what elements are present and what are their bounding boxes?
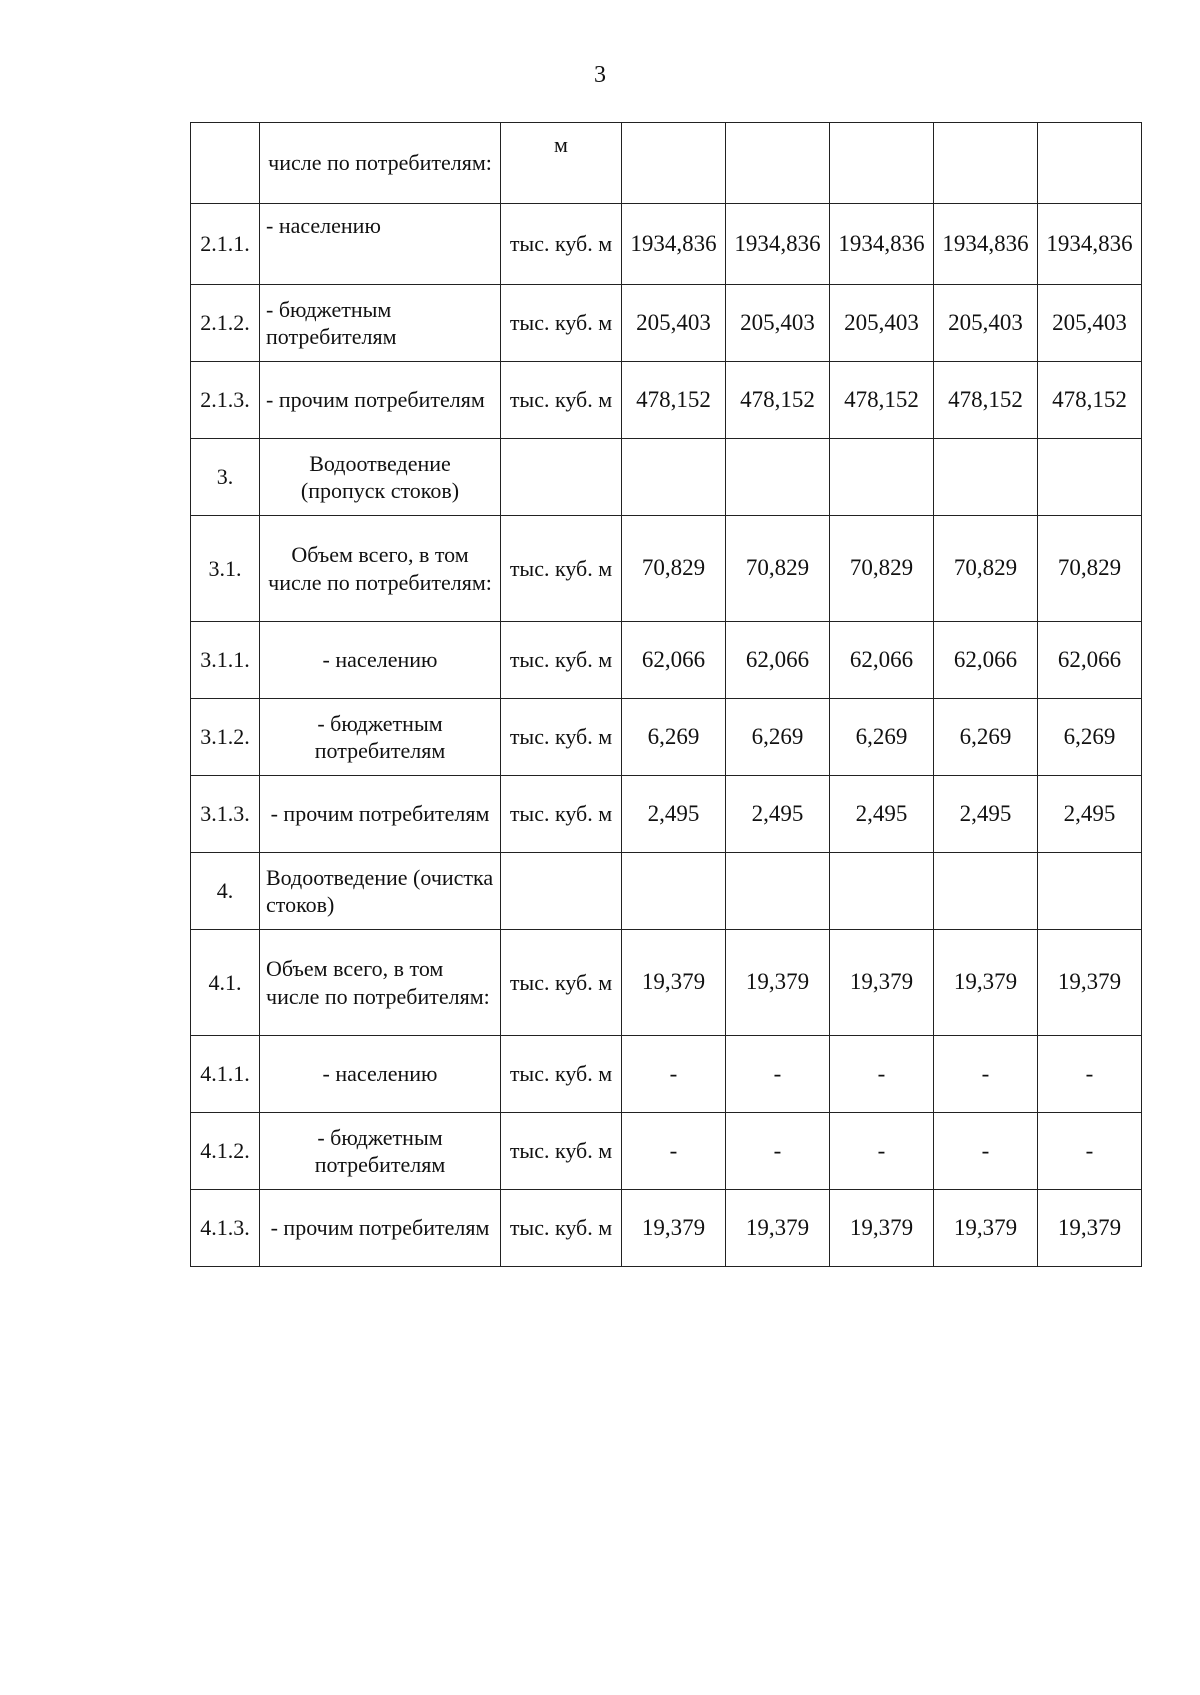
value-cell: 1934,836 <box>622 204 726 285</box>
table-row <box>191 204 1142 285</box>
row-number-cell <box>191 123 260 204</box>
table-row <box>191 1113 1142 1190</box>
value-cell: 478,152 <box>830 362 934 439</box>
value-cell: 19,379 <box>934 1190 1038 1267</box>
value-cell: 2,495 <box>622 776 726 853</box>
unit-cell: тыс. куб. м <box>501 930 622 1036</box>
row-number-cell: 3. <box>191 439 260 516</box>
value-cell <box>830 853 934 930</box>
row-number-cell: 2.1.1. <box>191 204 260 285</box>
row-number-cell: 3.1.2. <box>191 699 260 776</box>
indicator-name-cell: - населению <box>260 622 501 699</box>
value-cell <box>1038 123 1142 204</box>
row-number-cell: 3.1.1. <box>191 622 260 699</box>
table-row <box>191 930 1142 1036</box>
unit-cell: тыс. куб. м <box>501 776 622 853</box>
value-cell: 205,403 <box>622 285 726 362</box>
value-cell: 6,269 <box>622 699 726 776</box>
row-number-cell: 4.1.1. <box>191 1036 260 1113</box>
value-cell: 70,829 <box>934 516 1038 622</box>
row-number-cell: 2.1.3. <box>191 362 260 439</box>
unit-cell: тыс. куб. м <box>501 1190 622 1267</box>
value-cell: 6,269 <box>1038 699 1142 776</box>
unit-cell: тыс. куб. м <box>501 699 622 776</box>
value-cell: - <box>934 1113 1038 1190</box>
value-cell: 2,495 <box>934 776 1038 853</box>
value-cell: 62,066 <box>622 622 726 699</box>
indicator-name-cell: числе по потребителям: <box>260 123 501 204</box>
page-number: 3 <box>594 62 606 88</box>
value-cell: 1934,836 <box>934 204 1038 285</box>
value-cell: 19,379 <box>830 1190 934 1267</box>
indicator-name-cell: Водоотведение (очистка стоков) <box>260 853 501 930</box>
indicator-name-cell: - населению <box>260 204 501 285</box>
indicator-name-cell: - бюджетным потребителям <box>260 699 501 776</box>
water-volume-table <box>190 122 1142 1267</box>
indicator-name-cell: - прочим потребителям <box>260 362 501 439</box>
value-cell: 205,403 <box>1038 285 1142 362</box>
table-row <box>191 776 1142 853</box>
value-cell <box>726 123 830 204</box>
value-cell <box>934 439 1038 516</box>
value-cell <box>1038 853 1142 930</box>
value-cell <box>934 853 1038 930</box>
table-body <box>191 123 1142 1267</box>
value-cell: 19,379 <box>726 1190 830 1267</box>
value-cell: 62,066 <box>934 622 1038 699</box>
value-cell: 62,066 <box>830 622 934 699</box>
row-number-cell: 4. <box>191 853 260 930</box>
value-cell: - <box>1038 1113 1142 1190</box>
value-cell: - <box>830 1113 934 1190</box>
unit-cell: м <box>501 123 622 204</box>
value-cell: - <box>622 1113 726 1190</box>
value-cell: - <box>726 1113 830 1190</box>
table-row <box>191 622 1142 699</box>
value-cell: 478,152 <box>726 362 830 439</box>
row-number-cell: 3.1.3. <box>191 776 260 853</box>
unit-cell: тыс. куб. м <box>501 516 622 622</box>
value-cell <box>726 439 830 516</box>
value-cell: 19,379 <box>1038 930 1142 1036</box>
value-cell: 62,066 <box>1038 622 1142 699</box>
value-cell: 205,403 <box>830 285 934 362</box>
value-cell: 478,152 <box>934 362 1038 439</box>
value-cell <box>726 853 830 930</box>
value-cell: 19,379 <box>622 930 726 1036</box>
unit-cell: тыс. куб. м <box>501 285 622 362</box>
value-cell <box>830 439 934 516</box>
value-cell <box>830 123 934 204</box>
table-row <box>191 362 1142 439</box>
table-row <box>191 439 1142 516</box>
unit-cell: тыс. куб. м <box>501 1036 622 1113</box>
value-cell: - <box>622 1036 726 1113</box>
value-cell <box>1038 439 1142 516</box>
value-cell: - <box>726 1036 830 1113</box>
table-row <box>191 699 1142 776</box>
value-cell: 19,379 <box>726 930 830 1036</box>
value-cell <box>622 439 726 516</box>
value-cell: 6,269 <box>830 699 934 776</box>
value-cell: 478,152 <box>1038 362 1142 439</box>
table-row <box>191 1190 1142 1267</box>
value-cell: 2,495 <box>1038 776 1142 853</box>
row-number-cell: 3.1. <box>191 516 260 622</box>
indicator-name-cell: - прочим потребителям <box>260 776 501 853</box>
value-cell: 6,269 <box>934 699 1038 776</box>
value-cell: 1934,836 <box>726 204 830 285</box>
indicator-name-cell: Водоотведение (пропуск стоков) <box>260 439 501 516</box>
row-number-cell: 4.1.3. <box>191 1190 260 1267</box>
value-cell <box>622 123 726 204</box>
value-cell: 62,066 <box>726 622 830 699</box>
value-cell: 478,152 <box>622 362 726 439</box>
table-row <box>191 853 1142 930</box>
unit-cell: тыс. куб. м <box>501 1113 622 1190</box>
value-cell: 2,495 <box>830 776 934 853</box>
value-cell: 6,269 <box>726 699 830 776</box>
row-number-cell: 4.1. <box>191 930 260 1036</box>
unit-cell: тыс. куб. м <box>501 362 622 439</box>
value-cell: 1934,836 <box>1038 204 1142 285</box>
value-cell <box>622 853 726 930</box>
value-cell: 70,829 <box>726 516 830 622</box>
value-cell: 70,829 <box>622 516 726 622</box>
table-row <box>191 123 1142 204</box>
unit-cell: тыс. куб. м <box>501 622 622 699</box>
row-number-cell: 4.1.2. <box>191 1113 260 1190</box>
indicator-name-cell: Объем всего, в том числе по потребителям: <box>260 930 501 1036</box>
value-cell: - <box>934 1036 1038 1113</box>
value-cell: 19,379 <box>830 930 934 1036</box>
value-cell <box>934 123 1038 204</box>
value-cell: 19,379 <box>1038 1190 1142 1267</box>
indicator-name-cell: - прочим потребителям <box>260 1190 501 1267</box>
value-cell: - <box>830 1036 934 1113</box>
indicator-name-cell: Объем всего, в том числе по потребителям: <box>260 516 501 622</box>
value-cell: 205,403 <box>726 285 830 362</box>
value-cell: 1934,836 <box>830 204 934 285</box>
indicator-name-cell: - бюджетным потребителям <box>260 285 501 362</box>
indicator-name-cell: - бюджетным потребителям <box>260 1113 501 1190</box>
unit-cell <box>501 853 622 930</box>
unit-cell: тыс. куб. м <box>501 204 622 285</box>
value-cell: 19,379 <box>622 1190 726 1267</box>
row-number-cell: 2.1.2. <box>191 285 260 362</box>
value-cell: 19,379 <box>934 930 1038 1036</box>
value-cell: - <box>1038 1036 1142 1113</box>
value-cell: 2,495 <box>726 776 830 853</box>
value-cell: 70,829 <box>830 516 934 622</box>
table-row <box>191 516 1142 622</box>
value-cell: 70,829 <box>1038 516 1142 622</box>
indicator-name-cell: - населению <box>260 1036 501 1113</box>
value-cell: 205,403 <box>934 285 1038 362</box>
unit-cell <box>501 439 622 516</box>
table-row <box>191 1036 1142 1113</box>
table-row <box>191 285 1142 362</box>
